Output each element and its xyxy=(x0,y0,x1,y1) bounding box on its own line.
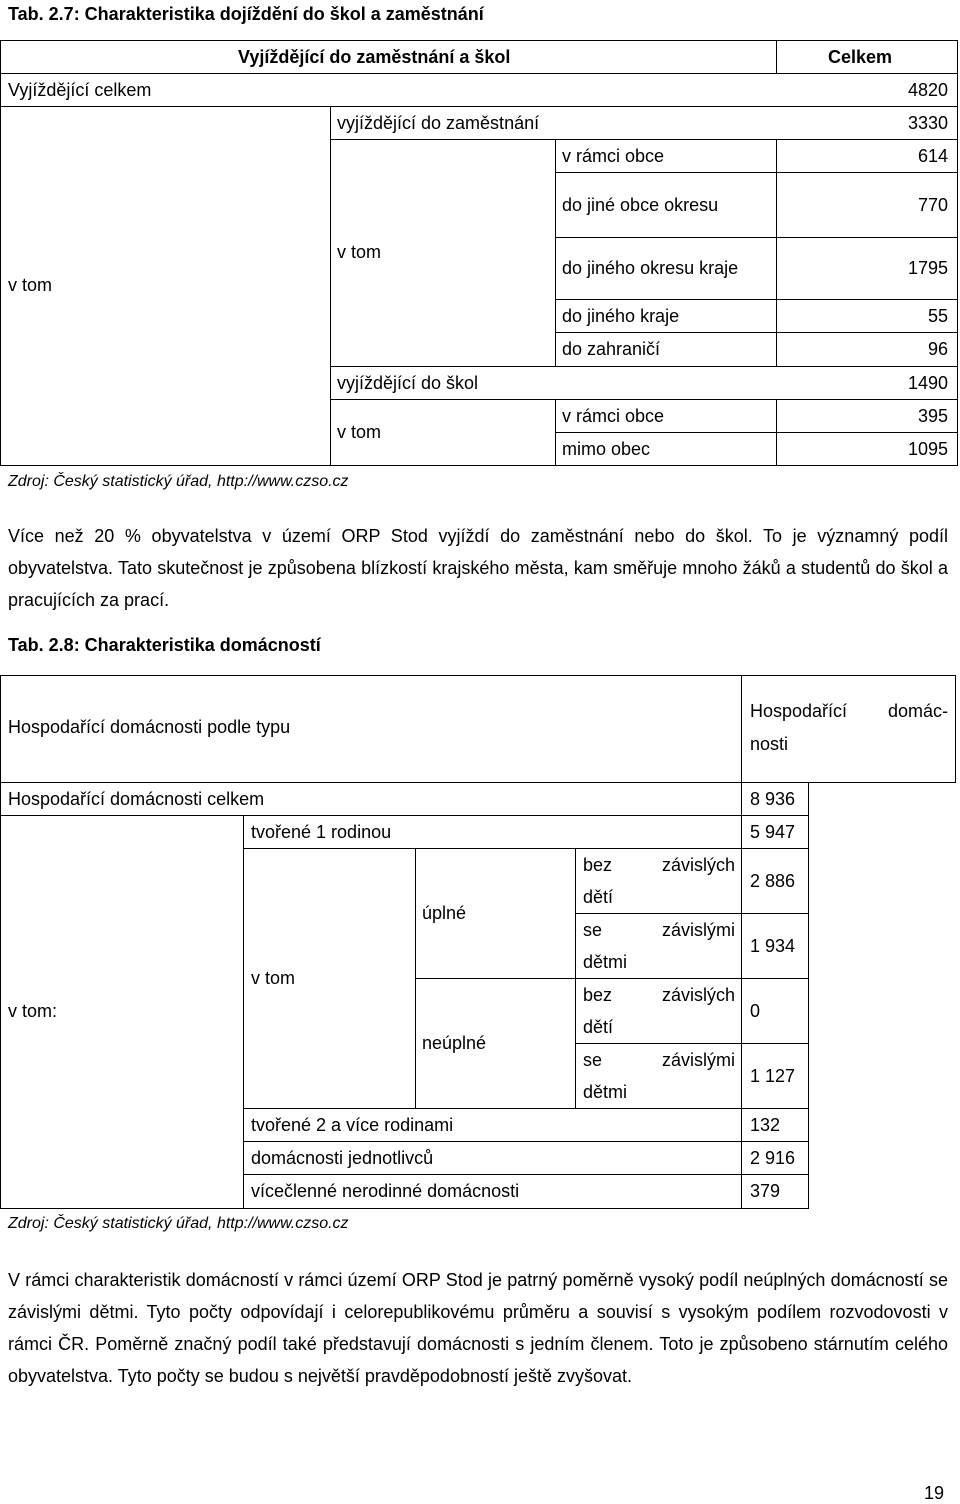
work-item-label: do jiného kraje xyxy=(562,306,680,326)
work-item-value: 614 xyxy=(917,146,948,166)
households-total-label: Hospodařící domácnosti celkem xyxy=(8,789,265,809)
households-total-value: 8 936 xyxy=(750,789,796,809)
sub-value: 1 934 xyxy=(750,936,796,956)
table2-header-left: Hospodařící domácnosti podle typu xyxy=(8,717,291,737)
table1-header-label: Vyjíždějící do zaměstnání a škol xyxy=(238,47,511,67)
other-label: domácnosti jednotlivců xyxy=(251,1148,434,1168)
other-value: 379 xyxy=(750,1181,781,1201)
table2-header-right-1: Hospodařící domác- xyxy=(750,701,948,721)
uplne-label: úplné xyxy=(422,903,467,923)
table1-source: Zdroj: Český statistický úřad, http://www.czso.cz xyxy=(8,473,349,490)
total-label: Vyjíždějící celkem xyxy=(8,80,152,100)
work-item-value: 55 xyxy=(927,306,948,326)
school-item-label: mimo obec xyxy=(562,439,651,459)
vtom-outer-2: v tom: xyxy=(8,1001,58,1021)
table1-header-total: Celkem xyxy=(828,47,893,67)
work-value: 3330 xyxy=(907,113,948,133)
work-item-label: v rámci obce xyxy=(562,146,665,166)
table2-caption: Tab. 2.8: Charakteristika domácností xyxy=(8,635,321,655)
other-value: 132 xyxy=(750,1115,781,1135)
vtom-outer: v tom xyxy=(8,275,53,295)
sub-label-line2: dětmi xyxy=(583,1082,628,1102)
sub-label-line2: dětmi xyxy=(583,952,628,972)
other-label: tvořené 2 a více rodinami xyxy=(251,1115,454,1135)
vtom-inner: v tom xyxy=(251,968,296,988)
work-item-value: 1795 xyxy=(907,258,948,278)
total-value: 4820 xyxy=(907,80,948,100)
sub-label-line2: dětí xyxy=(583,1017,614,1037)
school-item-value: 395 xyxy=(917,406,948,426)
page-number: 19 xyxy=(924,1483,945,1503)
sub-value: 0 xyxy=(750,1001,761,1021)
sub-label-line2: dětí xyxy=(583,887,614,907)
school-value: 1490 xyxy=(907,373,948,393)
other-label: vícečlenné nerodinné domácnosti xyxy=(251,1181,520,1201)
work-item-value: 770 xyxy=(917,195,948,215)
one-family-value: 5 947 xyxy=(750,822,796,842)
work-item-label: do zahraničí xyxy=(562,339,661,359)
table2-header-right-2: nosti xyxy=(750,734,789,754)
school-label: vyjíždějící do škol xyxy=(337,373,479,393)
sub-value: 1 127 xyxy=(750,1066,796,1086)
vtom-work: v tom xyxy=(337,242,382,262)
neuplne-label: neúplné xyxy=(422,1033,487,1053)
sub-value: 2 886 xyxy=(750,871,796,891)
school-item-label: v rámci obce xyxy=(562,406,665,426)
work-label: vyjíždějící do zaměstnání xyxy=(337,113,540,133)
work-item-label: do jiného okresu kraje xyxy=(562,258,739,278)
sub-label-line1: se závislými xyxy=(583,920,735,940)
sub-label-line1: bez závislých xyxy=(583,855,735,875)
vtom-school: v tom xyxy=(337,422,382,442)
school-item-value: 1095 xyxy=(907,439,948,459)
one-family-label: tvořené 1 rodinou xyxy=(251,822,392,842)
table1-caption: Tab. 2.7: Charakteristika dojíždění do škol a zaměstnání xyxy=(8,4,484,24)
work-item-label: do jiné obce okresu xyxy=(562,195,719,215)
paragraph-1: Více než 20 % obyvatelstva v území ORP Stod vyjíždí do zaměstnání nebo do škol. To je významný podíl obyvatelstva. Tato skutečnost je způsobena blízkostí krajského města, kam směřuje mnoho žáků a studentů do škol a pracujících za prací. xyxy=(8,526,948,610)
paragraph-2: V rámci charakteristik domácností v rámci území ORP Stod je patrný poměrně vysoký podíl neúplných domácností se závislými dětmi. Tyto počty odpovídají i celorepublikovému průměru a souvisí s vysokým podílem rozvodovosti v rámci ČR. Poměrně značný podíl také představují domácnosti s jedním členem. Toto je způsobeno stárnutím celého obyvatelstva. Tyto počty se budou s největší pravděpodobností ještě zvyšovat. xyxy=(8,1270,948,1386)
table2-source: Zdroj: Český statistický úřad, http://www.czso.cz xyxy=(8,1215,349,1232)
sub-label-line1: bez závislých xyxy=(583,985,735,1005)
other-value: 2 916 xyxy=(750,1148,796,1168)
sub-label-line1: se závislými xyxy=(583,1050,735,1070)
work-item-value: 96 xyxy=(927,339,948,359)
